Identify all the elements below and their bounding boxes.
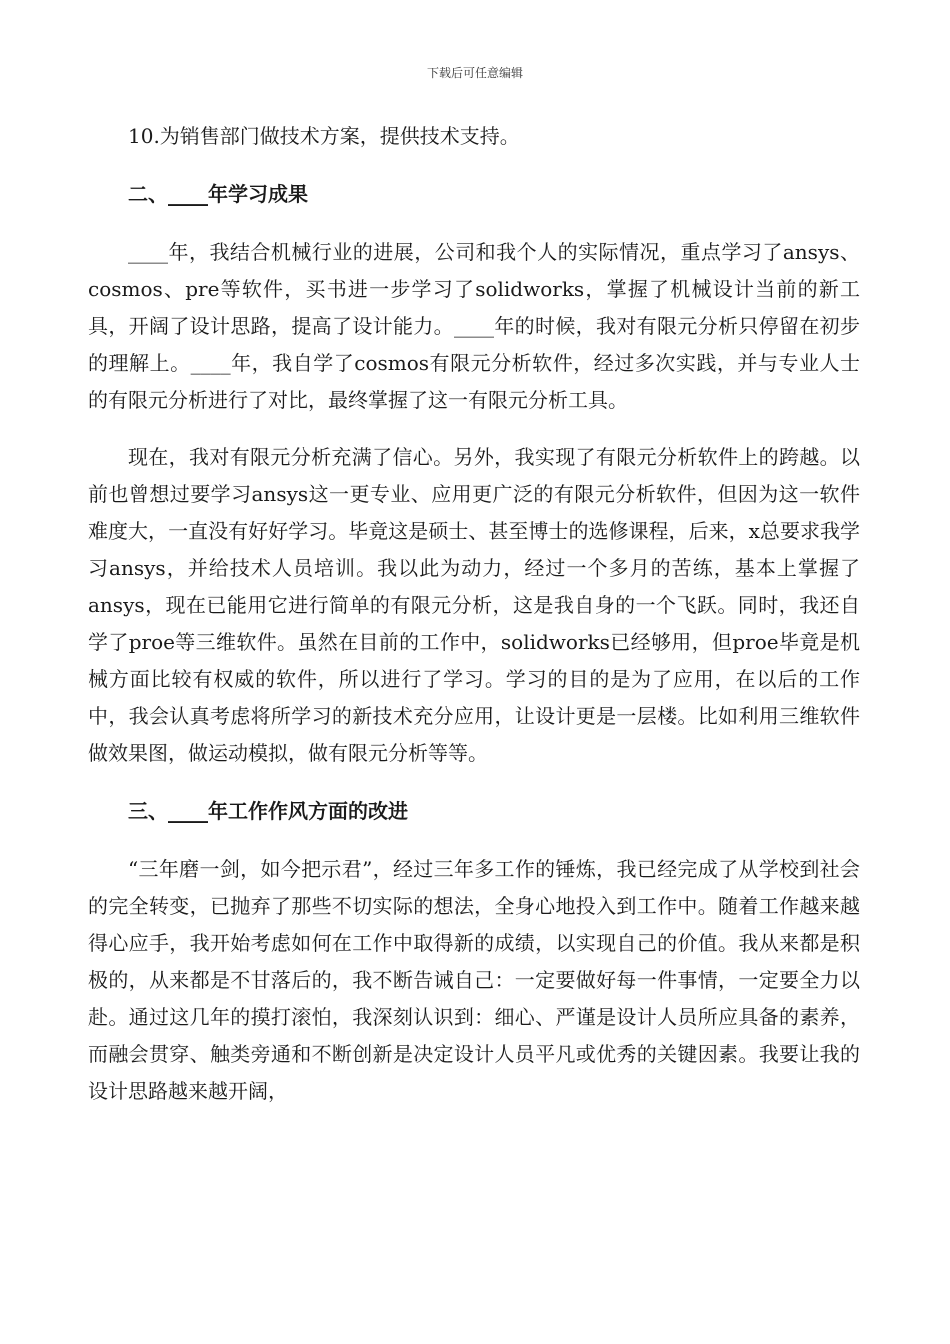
- paragraph-work-style: “三年磨一剑，如今把示君”，经过三年多工作的锤炼，我已经完成了从学校到社会的完全转变，已抛弃了那些不切实际的想法，全身心地投入到工作中。随着工作越来越得心应手，我开始考虑如何在工作中取得新的成绩，以实现自己的价值。我从来都是积极的，从来都是不甘落后的，我不断告诫自己：一定要做好每一件事情，一定要全力以赴。通过这几年的摸打滚怕，我深刻认识到：细心、严谨是设计人员所应具备的素养，而融会贯穿、触类旁通和不断创新是决定设计人员平凡或优秀的关键因素。我要让我的设计思路越来越开阔，: [88, 857, 860, 1103]
- paragraph-fem-confidence: 现在，我对有限元分析充满了信心。另外，我实现了有限元分析软件上的跨越。以前也曾想过要学习ansys这一更专业、应用更广泛的有限元分析软件，但因为这一软件难度大，一直没有好好学习。毕竟这是硕士、甚至博士的选修课程，后来，x总要求我学习ansys，并给技术人员培训。我以此为动力，经过一个多月的苦练，基本上掌握了ansys，现在已能用它进行简单的有限元分析，这是我自身的一个飞跃。同时，我还自学了proe等三维软件。虽然在目前的工作中，solidworks已经够用，但proe毕竟是机械方面比较有权威的软件，所以进行了学习。学习的目的是为了应用，在以后的工作中，我会认真考虑将所学习的新技术充分应用，让设计更是一层楼。比如利用三维软件做效果图，做运动模拟，做有限元分析等等。: [88, 445, 860, 765]
- paragraph-learning-results: ____年，我结合机械行业的进展，公司和我个人的实际情况，重点学习了ansys、cosmos、pre等软件，买书进一步学习了solidworks，掌握了机械设计当前的新工具，开阔了设计思路，提高了设计能力。____年的时候，我对有限元分析只停留在初步的理解上。____年，我自学了cosmos有限元分析软件，经过多次实践，并与专业人士的有限元分析进行了对比，最终掌握了这一有限元分析工具。: [88, 240, 860, 412]
- page-header: 下载后可任意编辑: [426, 66, 523, 80]
- document-body: [88, 118, 860, 1110]
- section-heading-2: 二、____年学习成果: [128, 182, 308, 206]
- section-heading-3: 三、____年工作作风方面的改进: [128, 799, 408, 823]
- paragraph-item-10: 10.为销售部门做技术方案，提供技术支持。: [128, 124, 520, 148]
